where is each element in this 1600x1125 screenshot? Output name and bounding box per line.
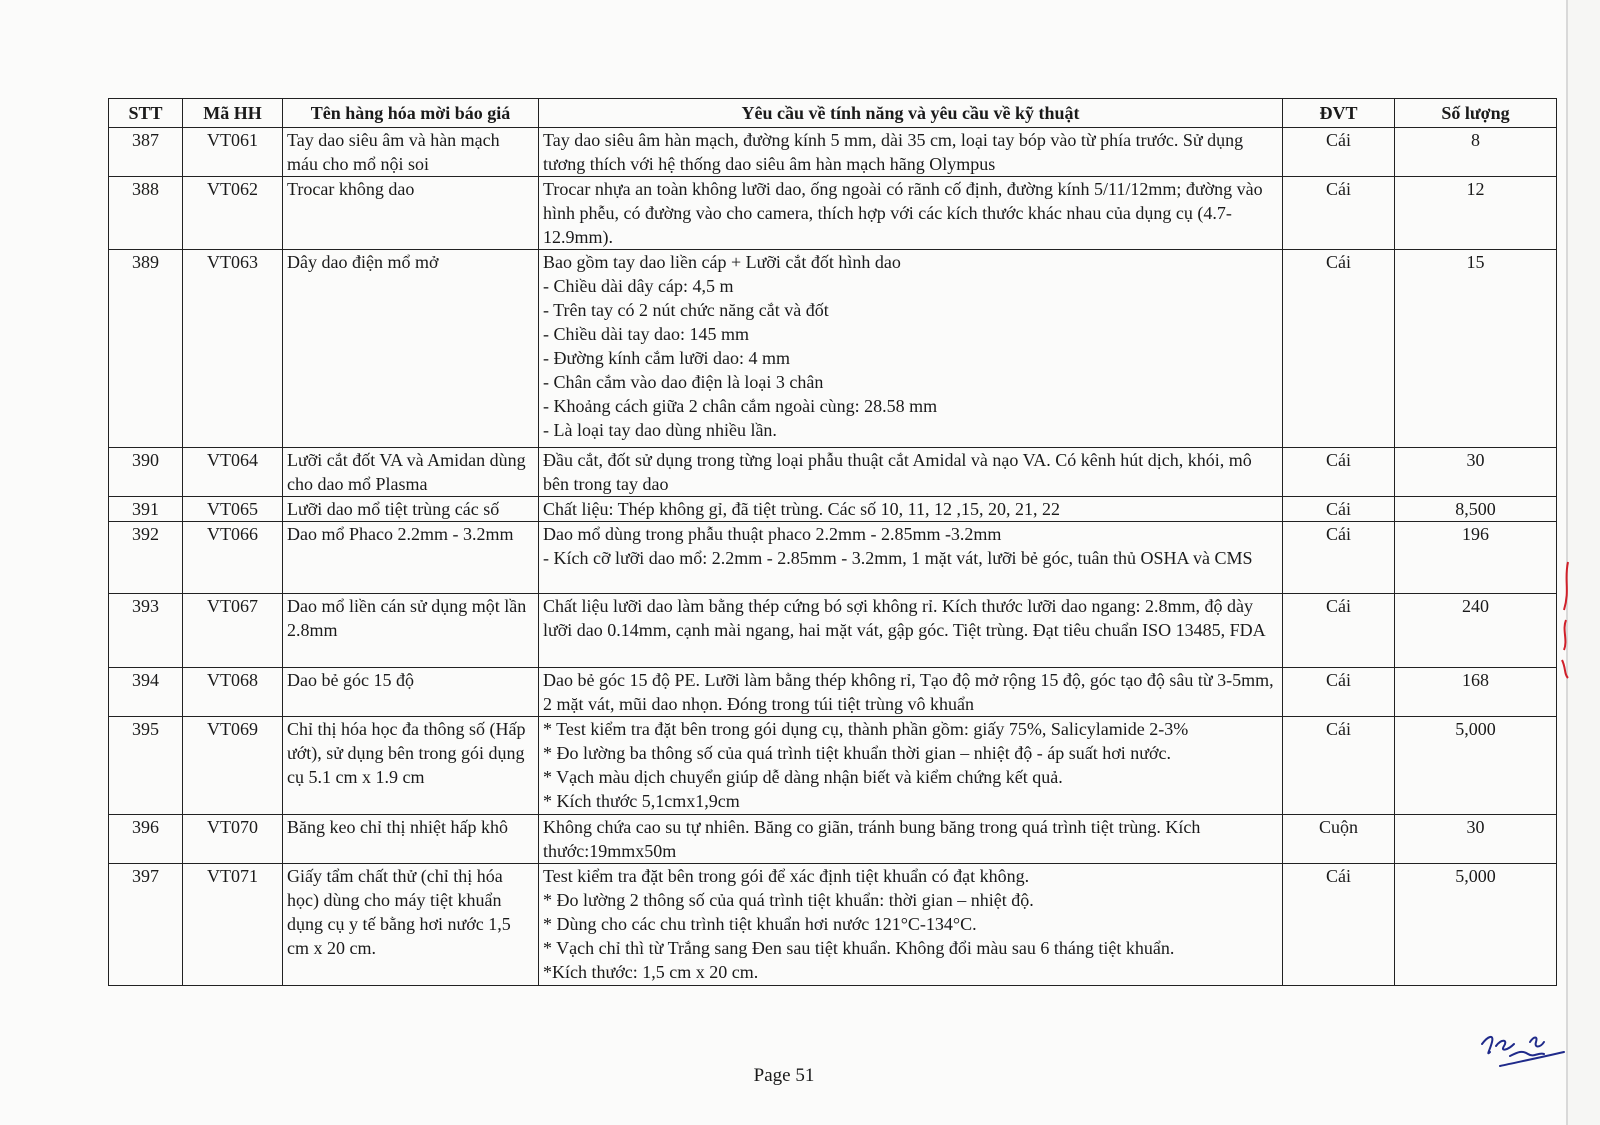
spec-line: Tay dao siêu âm hàn mạch, đường kính 5 mm, dài 35 cm, loại tay bóp vào từ phía trước. Sử dụng tương thích với hệ thống dao siêu âm hàn mạch hãng Olympus — [543, 130, 1244, 174]
cell-name: Chỉ thị hóa học đa thông số (Hấp ướt), sử dụng bên trong gói dụng cụ 5.1 cm x 1.9 cm — [283, 717, 539, 815]
cell-stt: 392 — [109, 522, 183, 594]
cell-name: Dao mổ liền cán sử dụng một lần 2.8mm — [283, 594, 539, 668]
cell-qty: 8,500 — [1395, 497, 1557, 522]
cell-unit: Cái — [1283, 668, 1395, 717]
cell-stt: 390 — [109, 448, 183, 497]
cell-code: VT066 — [183, 522, 283, 594]
cell-unit: Cái — [1283, 250, 1395, 448]
spec-line: * Vạch màu dịch chuyển giúp dễ dàng nhận biết và kiểm chứng kết quả. — [543, 767, 1063, 787]
cell-spec — [539, 177, 1283, 250]
spec-line: * Test kiểm tra đặt bên trong gói dụng cụ, thành phần gồm: giấy 75%, Salicylamide 2-3% — [543, 719, 1189, 739]
quotation-table — [108, 98, 1557, 986]
table-row — [109, 668, 1557, 717]
spec-line: * Đo lường ba thông số của quá trình tiệt khuẩn thời gian – nhiệt độ - áp suất hơi nước. — [543, 743, 1171, 763]
cell-spec — [539, 448, 1283, 497]
signature-icon — [1478, 1022, 1568, 1072]
spec-line: - Là loại tay dao dùng nhiều lần. — [543, 420, 777, 440]
cell-qty: 5,000 — [1395, 717, 1557, 815]
cell-name: Dao mổ Phaco 2.2mm - 3.2mm — [283, 522, 539, 594]
cell-qty: 30 — [1395, 448, 1557, 497]
cell-stt: 393 — [109, 594, 183, 668]
cell-code: VT061 — [183, 128, 283, 177]
spec-line: * Đo lường 2 thông số của quá trình tiệt khuẩn: thời gian – nhiệt độ. — [543, 890, 1034, 910]
table-header-row — [109, 99, 1557, 128]
cell-qty: 12 — [1395, 177, 1557, 250]
cell-spec — [539, 717, 1283, 815]
cell-spec — [539, 594, 1283, 668]
cell-spec — [539, 815, 1283, 864]
cell-stt: 387 — [109, 128, 183, 177]
cell-stt: 391 — [109, 497, 183, 522]
cell-spec — [539, 497, 1283, 522]
cell-unit: Cái — [1283, 717, 1395, 815]
spec-line: Không chứa cao su tự nhiên. Băng co giãn, tránh bung băng trong quá trình tiệt trùng. Kích thước:19mmx50m — [543, 817, 1201, 861]
cell-name: Dao bẻ góc 15 độ — [283, 668, 539, 717]
header-qty: Số lượng — [1395, 99, 1557, 128]
cell-name: Tay dao siêu âm và hàn mạch máu cho mổ nội soi — [283, 128, 539, 177]
cell-code: VT065 — [183, 497, 283, 522]
cell-name: Dây dao điện mổ mở — [283, 250, 539, 448]
cell-unit: Cái — [1283, 864, 1395, 986]
cell-unit: Cái — [1283, 177, 1395, 250]
spec-line: * Dùng cho các chu trình tiệt khuẩn hơi nước 121°C-134°C. — [543, 914, 977, 934]
cell-stt: 395 — [109, 717, 183, 815]
cell-qty: 240 — [1395, 594, 1557, 668]
stamp-edge-icon — [1558, 560, 1572, 680]
cell-name: Băng keo chỉ thị nhiệt hấp khô — [283, 815, 539, 864]
cell-code: VT070 — [183, 815, 283, 864]
cell-code: VT071 — [183, 864, 283, 986]
spec-line: Đầu cắt, đốt sử dụng trong từng loại phẫu thuật cắt Amidal và nạo VA. Có kênh hút dịch, khói, mô bên trong tay dao — [543, 450, 1252, 494]
spec-line: - Trên tay có 2 nút chức năng cắt và đốt — [543, 300, 829, 320]
cell-qty: 196 — [1395, 522, 1557, 594]
table-row — [109, 128, 1557, 177]
cell-spec — [539, 864, 1283, 986]
cell-stt: 394 — [109, 668, 183, 717]
cell-unit: Cái — [1283, 448, 1395, 497]
table-body — [109, 128, 1557, 986]
cell-spec — [539, 522, 1283, 594]
cell-stt: 396 — [109, 815, 183, 864]
spec-line: * Vạch chỉ thì từ Trắng sang Đen sau tiệt khuẩn. Không đổi màu sau 6 tháng tiệt khuẩn. — [543, 938, 1175, 958]
table-row — [109, 448, 1557, 497]
table-row — [109, 522, 1557, 594]
spec-line: - Khoảng cách giữa 2 chân cắm ngoài cùng: 28.58 mm — [543, 396, 938, 416]
cell-code: VT064 — [183, 448, 283, 497]
cell-name: Trocar không dao — [283, 177, 539, 250]
cell-spec — [539, 250, 1283, 448]
page-number: Page 51 — [753, 1065, 815, 1086]
cell-name: Lưỡi dao mổ tiệt trùng các số — [283, 497, 539, 522]
header-unit: ĐVT — [1283, 99, 1395, 128]
table-row — [109, 717, 1557, 815]
spec-line: * Kích thước 5,1cmx1,9cm — [543, 791, 740, 811]
header-name: Tên hàng hóa mời báo giá — [283, 99, 539, 128]
cell-code: VT069 — [183, 717, 283, 815]
header-stt: STT — [109, 99, 183, 128]
spec-line: - Kích cỡ lưỡi dao mổ: 2.2mm - 2.85mm - 3.2mm, 1 mặt vát, lưỡi bẻ góc, tuân thủ OSHA và CMS — [543, 548, 1253, 568]
cell-unit: Cuộn — [1283, 815, 1395, 864]
table-row — [109, 594, 1557, 668]
cell-name: Lưỡi cắt đốt VA và Amidan dùng cho dao mổ Plasma — [283, 448, 539, 497]
header-code: Mã HH — [183, 99, 283, 128]
table-row — [109, 864, 1557, 986]
cell-unit: Cái — [1283, 128, 1395, 177]
cell-stt: 389 — [109, 250, 183, 448]
cell-qty: 30 — [1395, 815, 1557, 864]
cell-unit: Cái — [1283, 594, 1395, 668]
spec-line: - Chiều dài tay dao: 145 mm — [543, 324, 749, 344]
cell-qty: 5,000 — [1395, 864, 1557, 986]
cell-stt: 397 — [109, 864, 183, 986]
spec-line: Trocar nhựa an toàn không lưỡi dao, ống ngoài có rãnh cố định, đường kính 5/11/12mm; đường vào hình phễu, có đường vào cho camera, thích hợp với các kích thước khác nhau của dụng cụ (4.7-12.9mm). — [543, 179, 1263, 247]
header-spec: Yêu cầu về tính năng và yêu cầu về kỹ thuật — [539, 99, 1283, 128]
spec-line: - Đường kính cắm lưỡi dao: 4 mm — [543, 348, 791, 368]
cell-unit: Cái — [1283, 497, 1395, 522]
cell-code: VT063 — [183, 250, 283, 448]
spec-line: Bao gồm tay dao liền cáp + Lưỡi cắt đốt hình dao — [543, 252, 901, 272]
cell-unit: Cái — [1283, 522, 1395, 594]
table-row — [109, 250, 1557, 448]
cell-code: VT068 — [183, 668, 283, 717]
spec-line: *Kích thước: 1,5 cm x 20 cm. — [543, 962, 759, 982]
spec-line: Test kiểm tra đặt bên trong gói để xác định tiệt khuẩn có đạt không. — [543, 866, 1030, 886]
spec-line: Dao bẻ góc 15 độ PE. Lưỡi làm bằng thép không rỉ, Tạo độ mở rộng 15 độ, góc tạo độ sâu từ 3-5mm, 2 mặt vát, mũi dao nhọn. Đóng trong túi tiệt trùng vô khuẩn — [543, 670, 1274, 714]
table-row — [109, 497, 1557, 522]
spec-line: Dao mổ dùng trong phẫu thuật phaco 2.2mm - 2.85mm -3.2mm — [543, 524, 1002, 544]
spec-line: Chất liệu: Thép không gỉ, đã tiệt trùng. Các số 10, 11, 12 ,15, 20, 21, 22 — [543, 499, 1060, 519]
cell-code: VT067 — [183, 594, 283, 668]
spec-line: Chất liệu lưỡi dao làm bằng thép cứng bó sợi không rỉ. Kích thước lưỡi dao ngang: 2.8mm, độ dày lưỡi dao 0.14mm, cạnh mài ngang, hai mặt vát, gập góc. Tiệt trùng. Đạt tiêu chuẩn ISO 13485, FDA — [543, 596, 1266, 640]
cell-stt: 388 — [109, 177, 183, 250]
cell-name: Giấy tẩm chất thử (chỉ thị hóa học) dùng cho máy tiệt khuẩn dụng cụ y tế bằng hơi nước 1,5 cm x 20 cm. — [283, 864, 539, 986]
cell-qty: 8 — [1395, 128, 1557, 177]
cell-spec — [539, 128, 1283, 177]
cell-qty: 15 — [1395, 250, 1557, 448]
spec-line: - Chiều dài dây cáp: 4,5 m — [543, 276, 734, 296]
cell-code: VT062 — [183, 177, 283, 250]
table-row — [109, 815, 1557, 864]
table-row — [109, 177, 1557, 250]
spec-line: - Chân cắm vào dao điện là loại 3 chân — [543, 372, 824, 392]
cell-spec — [539, 668, 1283, 717]
cell-qty: 168 — [1395, 668, 1557, 717]
